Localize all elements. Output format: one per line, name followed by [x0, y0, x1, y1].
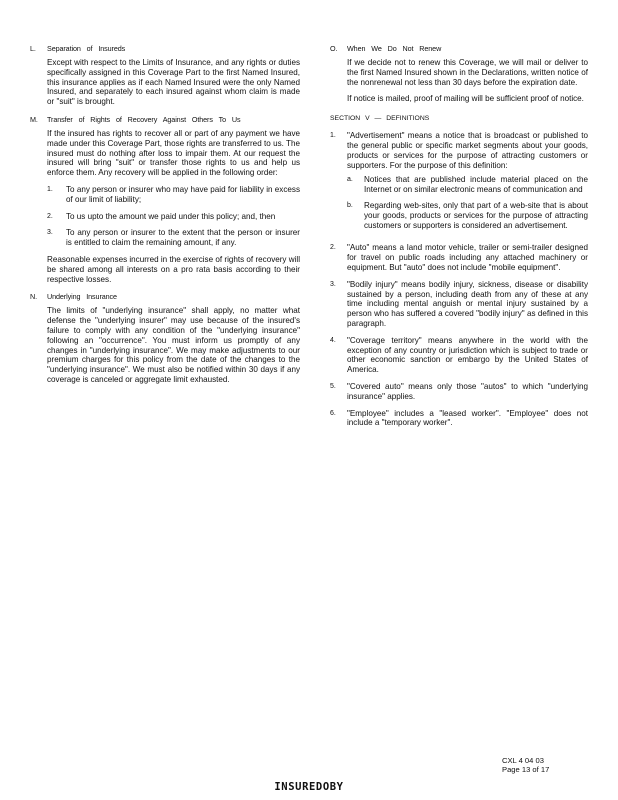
page-footer [502, 756, 549, 775]
paragraph: If we decide not to renew this Coverage, we will mail or deliver to the first Named Insured shown in the Declarations, written notice of the nonrenewal not less than 30 days before the expiration date. [347, 58, 588, 87]
item-number: 2. [47, 212, 53, 220]
section-when-we-do-not-renew [330, 44, 588, 104]
definition-body [347, 382, 588, 402]
item-text: To any person or insurer who may have paid for liability in excess of our limit of liability; [66, 184, 300, 204]
definition-item [330, 243, 588, 272]
section-letter: O. [330, 44, 338, 53]
section-underlying-insurance [30, 292, 300, 384]
definition-body [347, 409, 588, 429]
item-number: 3. [47, 229, 53, 237]
list-item [47, 212, 300, 222]
paragraph: If notice is mailed, proof of mailing will be sufficient proof of notice. [347, 94, 584, 104]
sub-item-letter: a. [347, 176, 353, 184]
section-heading [30, 115, 300, 124]
left-column [30, 44, 300, 393]
paragraph: Except with respect to the Limits of Insurance, and any rights or duties specifically assigned in this Coverage Part to the first Named Insured, this insurance applies as if each Named Insured were the only Named Insured, and separately to each insured against whom claim is made or "suit" is brought. [47, 58, 300, 107]
definition-text: "Bodily injury" means bodily injury, sickness, disease or disability sustained by a person, including death from any of these at any time including mental anguish or mental injury sustained by a person who has suffered a covered "bodily injury" as defined in this paragraph. [347, 279, 588, 328]
right-column [330, 44, 588, 435]
page-number: Page 13 of 17 [502, 765, 550, 775]
definition-number: 2. [330, 244, 336, 252]
definition-body [347, 243, 588, 272]
item-number: 1. [47, 185, 53, 193]
sub-item-letter: b. [347, 201, 353, 209]
paragraph: The limits of "underlying insurance" shall apply, no matter what defense the "underlying insurer" may use because of the insured's failure to comply with any condition of the "underlying insurance" following an "occurrence". You must inform us promptly of any changes in "underlying insurance". We may make adjustments to our premium charges for this policy from the date of the changes to the "underlying insurance". We must also be notified within 30 days if any coverage is canceled or aggregate limit exhausted. [47, 306, 300, 384]
definition-item [330, 382, 588, 402]
definition-item [330, 336, 588, 375]
brand-watermark: INSUREDOBY [274, 781, 344, 793]
section-title: When We Do Not Renew [347, 44, 442, 53]
section-title: Transfer of Rights of Recovery Against Others To Us [47, 114, 241, 124]
section-heading [330, 44, 588, 53]
definitions-heading: SECTION V — DEFINITIONS [330, 115, 430, 123]
paragraph: If the insured has rights to recover all or part of any payment we have made under this Coverage Part, those rights are transferred to us. The insured must do nothing after loss to impair them. At our request the insured will bring "suit" or transfer those rights to us and help us enforce them. Any recovery will be applied in the following order: [47, 128, 300, 178]
section-letter: M. [30, 114, 38, 124]
section-letter: L. [30, 44, 36, 53]
sub-item [347, 175, 588, 195]
definition-item [330, 409, 588, 429]
definition-text: "Coverage territory" means anywhere in the world with the exception of any country or jurisdiction which is subject to trade or other economic sanction or embargo by the United States of America. [347, 335, 588, 375]
definition-text: "Covered auto" means only those "autos" to which "underlying insurance" applies. [347, 381, 588, 401]
section-title: Underlying Insurance [47, 292, 117, 302]
definition-text: "Auto" means a land motor vehicle, trailer or semi-trailer designed for travel on public roads including any attached machinery or equipment. But "auto" does not include "mobile equipment". [347, 243, 588, 272]
section-separation-of-insureds [30, 44, 300, 107]
definition-text: "Employee" includes a "leased worker". "Employee" does not include a "temporary worker". [347, 408, 588, 428]
closing-paragraph: Reasonable expenses incurred in the exercise of rights of recovery will be shared among all interests on a pro rata basis according to their respective losses. [47, 254, 300, 284]
section-transfer-of-rights [30, 115, 300, 284]
section-heading [30, 44, 300, 53]
definition-number: 1. [330, 132, 336, 140]
definition-number: 6. [330, 409, 336, 417]
definition-body [347, 336, 588, 375]
sub-item [347, 201, 588, 230]
definition-number: 4. [330, 336, 336, 344]
definition-body [347, 131, 588, 236]
definition-number: 3. [330, 280, 336, 288]
form-number: CXL 4 04 03 [502, 756, 544, 765]
list-item [47, 185, 300, 205]
item-text: To us upto the amount we paid under this policy; and, then [66, 211, 276, 221]
definition-body [347, 280, 588, 329]
definition-number: 5. [330, 382, 336, 390]
list-item [47, 228, 300, 248]
definition-item [330, 280, 588, 329]
sub-item-text: Regarding web-sites, only that part of a web-site that is about your goods, products or services for the purpose of attracting customers or supporters is considered an advertisement. [364, 200, 588, 230]
section-letter: N. [30, 292, 37, 302]
section-title: Separation of Insureds [47, 44, 126, 53]
definition-text: "Advertisement" means a notice that is broadcast or published to the general public or specific market segments about your goods, products or services for the purpose of attracting customers or supporters. For the purpose of this definition: [347, 131, 588, 170]
sub-item-text: Notices that are published include material placed on the Internet or on similar electronic means of communication and [364, 175, 588, 195]
item-text: To any person or insurer to the extent that the person or insurer is entitled to claim the remaining amount, if any. [66, 228, 300, 248]
section-heading [30, 292, 300, 301]
definition-item [330, 131, 588, 236]
